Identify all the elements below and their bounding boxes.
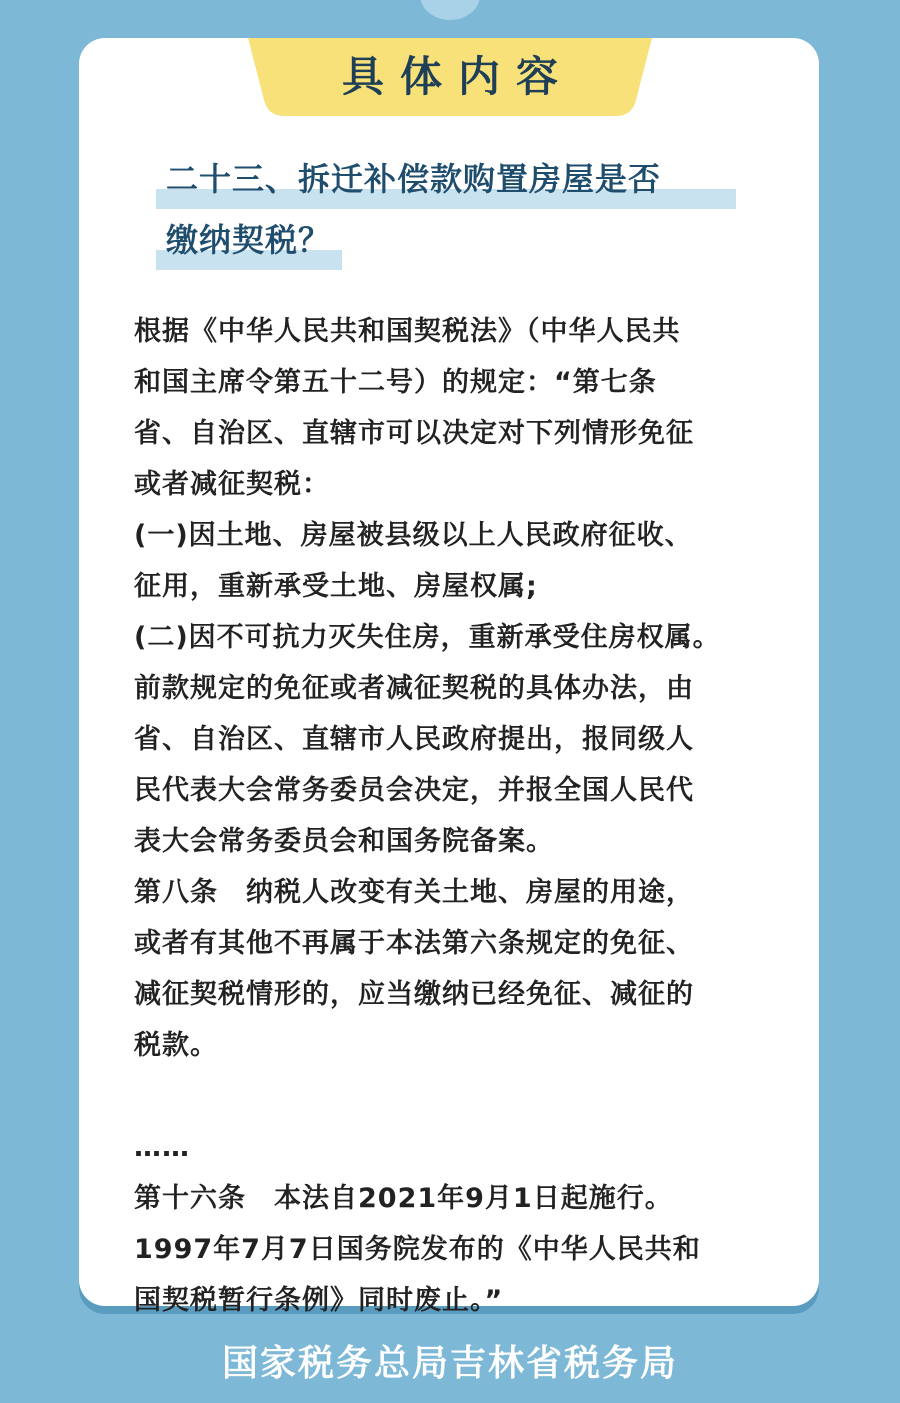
body-line: 第八条 纳税人改变有关土地、房屋的用途，: [134, 877, 694, 908]
body-line: [134, 1071, 774, 1122]
body-line: 或者有其他不再属于本法第六条规定的免征、: [134, 928, 694, 959]
question-line-1: [156, 155, 736, 211]
top-notch-decoration: [420, 0, 480, 20]
body-line: (一)因土地、房屋被县级以上人民政府征收、: [134, 520, 693, 551]
body-line: 税款。: [134, 1030, 218, 1061]
section-title: 具体内容: [341, 52, 574, 101]
body-line: 减征契税情形的，应当缴纳已经免征、减征的: [134, 979, 694, 1010]
article-body: [134, 306, 774, 1326]
body-line: 征用，重新承受土地、房屋权属;: [134, 571, 538, 602]
question-text: 缴纳契税？: [166, 221, 332, 259]
body-line: 表大会常务委员会和国务院备案。: [134, 826, 554, 857]
body-line: 第十六条 本法自2021年9月1日起施行。: [134, 1183, 673, 1214]
body-line: 省、自治区、直辖市可以决定对下列情形免征: [134, 418, 694, 449]
body-line: 或者减征契税：: [134, 469, 330, 500]
body-line: 国契税暂行条例》同时废止。”: [134, 1285, 504, 1316]
body-line: 民代表大会常务委员会决定，并报全国人民代: [134, 775, 694, 806]
question-line-2: [156, 216, 342, 272]
body-line: ……: [134, 1132, 190, 1163]
footer-org-name: 国家税务总局吉林省税务局: [221, 1343, 678, 1384]
body-line: 1997年7月7日国务院发布的《中华人民共和: [134, 1234, 701, 1265]
body-line: 和国主席令第五十二号）的规定：“第七条: [134, 367, 657, 398]
body-line: (二)因不可抗力灭失住房，重新承受住房权属。: [134, 622, 721, 653]
question-text: 二十三、拆迁补偿款购置房屋是否: [166, 160, 662, 198]
body-line: 省、自治区、直辖市人民政府提出，报同级人: [134, 724, 694, 755]
body-line: 前款规定的免征或者减征契税的具体办法，由: [134, 673, 694, 704]
body-line: 根据《中华人民共和国契税法》（中华人民共: [134, 316, 681, 347]
section-banner: [248, 38, 652, 116]
